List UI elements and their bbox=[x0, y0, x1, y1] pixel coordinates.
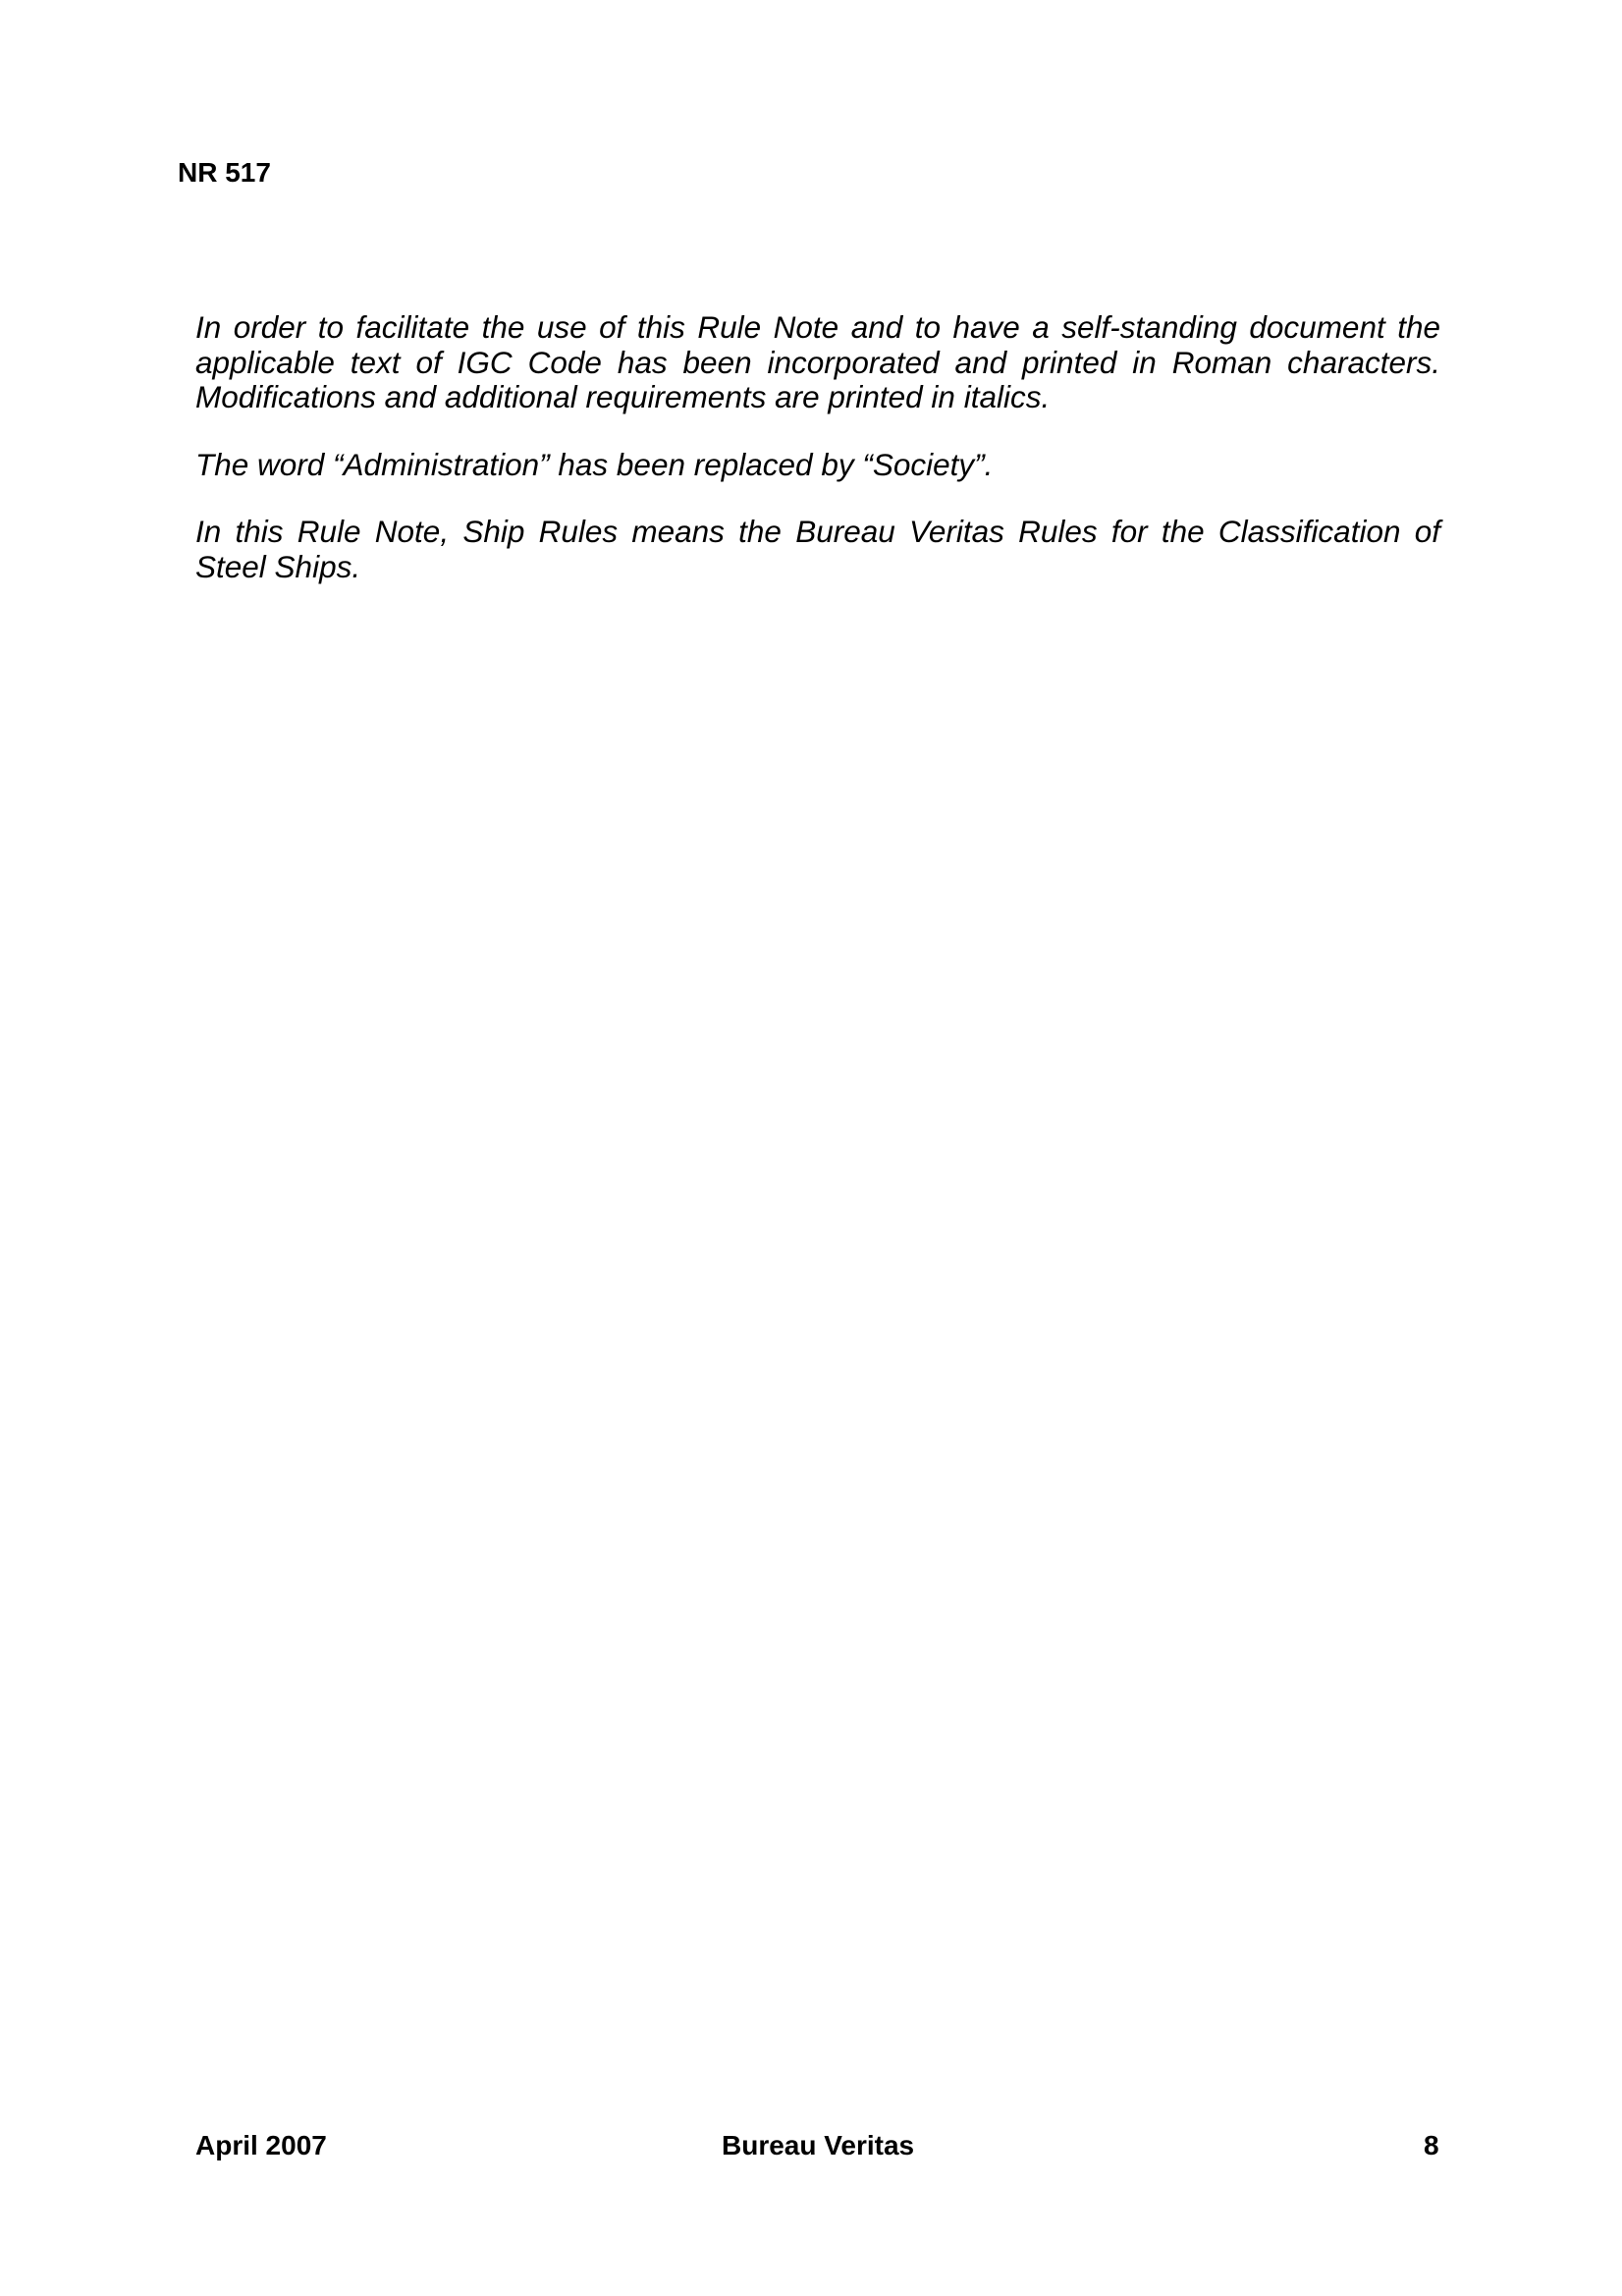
paragraph-incorporation-note: In order to facilitate the use of this Rule Note and to have a self-standing document the applicable text of IGC Code has been incorporated and printed in Roman characters. Modifications and additional requirements are printed in italics. bbox=[195, 309, 1440, 414]
footer-date: April 2007 bbox=[195, 2130, 327, 2160]
intro-text bbox=[195, 310, 1440, 617]
document-reference: NR 517 bbox=[178, 157, 271, 188]
paragraph-terminology-note: The word “Administration” has been replaced by “Society”. bbox=[195, 446, 994, 482]
footer-organization: Bureau Veritas bbox=[722, 2130, 915, 2160]
footer-page-number: 8 bbox=[1424, 2130, 1439, 2160]
paragraph-ship-rules-definition: In this Rule Note, Ship Rules means the Bureau Veritas Rules for the Classification of Steel Ships. bbox=[195, 514, 1440, 584]
